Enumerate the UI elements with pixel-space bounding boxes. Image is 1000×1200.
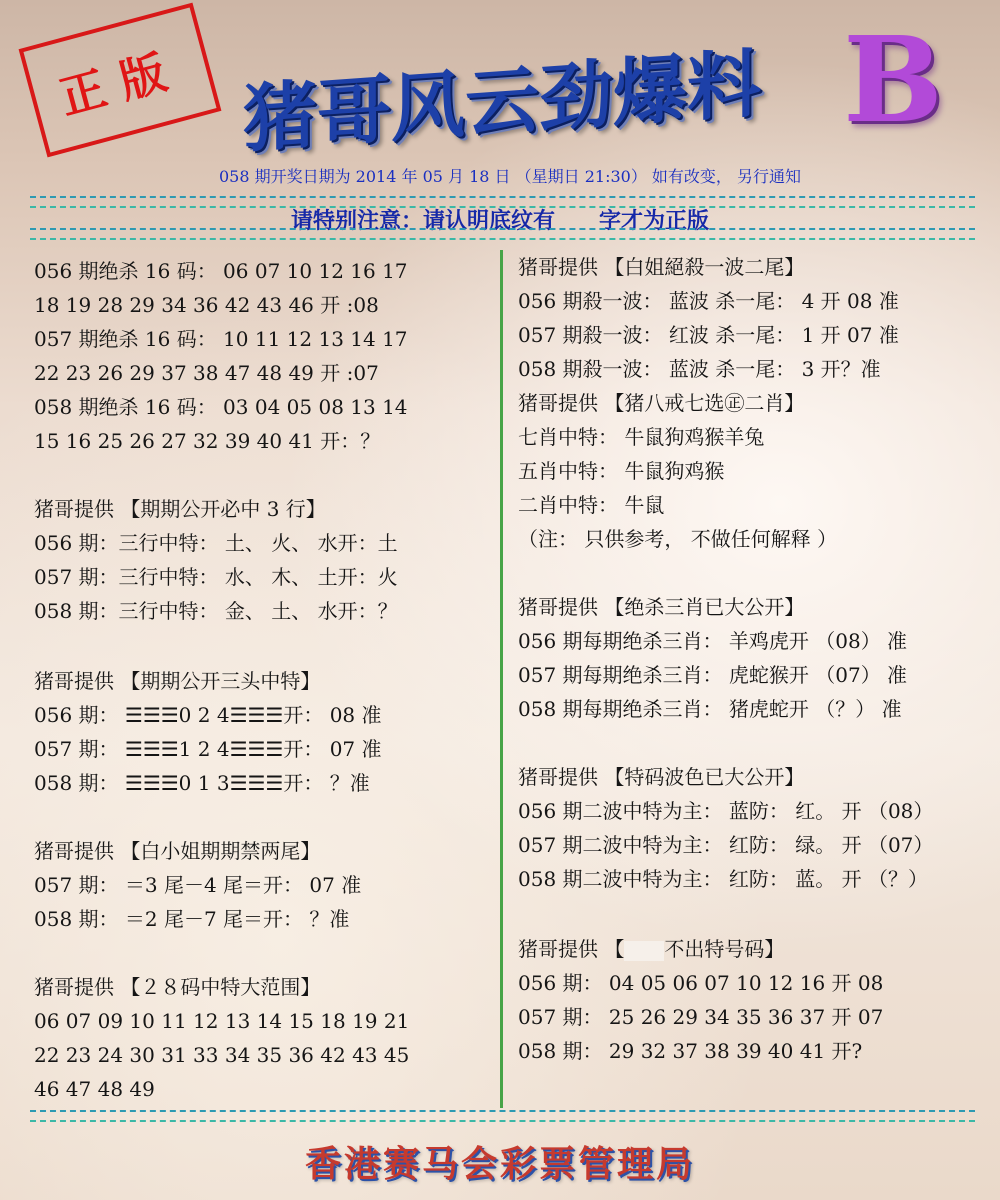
section-title: 猪哥提供 【白小姐期期禁两尾】 (34, 839, 321, 863)
section-title: 猪哥提供 【绝杀三肖已大公开】 (518, 595, 805, 619)
section-title-prefix: 猪哥提供 【 (518, 937, 625, 961)
draw-date-info: 058 期开奖日期为 2014 年 05 月 18 日 （星期日 21:30） 如有改变， 另行通知 (218, 167, 802, 186)
three-rows-section (34, 492, 492, 628)
section-line: 七肖中特： 牛鼠狗鸡猴羊兔 (518, 425, 765, 449)
stamp-text: 正版 (53, 40, 188, 126)
page-title: 猪哥风云劲爆料 (243, 40, 761, 164)
section-line: 058 期： 29 32 37 38 39 40 41 开? (518, 1039, 863, 1063)
two-tails-section (34, 834, 492, 936)
wave-divider-sub (30, 228, 975, 240)
section-line: 058 期： ＝2 尾－7 尾＝开： ？准 (34, 907, 350, 931)
section-line: 057 期： ☰☰☰1 2 4☰☰☰开： 07 准 (34, 737, 382, 761)
genuine-stamp (19, 3, 222, 158)
section-line: 056 期： ☰☰☰0 2 4☰☰☰开： 08 准 (34, 703, 382, 727)
section-line: 056 期二波中特为主： 蓝防： 红。 开 （08） (518, 799, 934, 823)
no-special-section (518, 932, 988, 1068)
kill16-section (34, 254, 492, 458)
section-title: 猪哥提供 【猪八戒七选㊣二肖】 (518, 391, 805, 415)
section-line: 46 47 48 49 (34, 1077, 155, 1101)
wave-color-section (518, 760, 988, 896)
section-line: 五肖中特： 牛鼠狗鸡猴 (518, 459, 725, 483)
section-title: 猪哥提供 【２８码中特大范围】 (34, 975, 321, 999)
section-line: 057 期：三行中特： 水、 木、 土开：火 (34, 565, 398, 589)
section-line: 二肖中特： 牛鼠 (518, 493, 665, 517)
kill16-line: 15 16 25 26 27 32 39 40 41 开：？ (34, 429, 381, 453)
section-line: 058 期每期绝杀三肖： 猪虎蛇开 （？） 准 (518, 697, 902, 721)
blank-box (624, 941, 664, 961)
kill16-line: 057 期绝杀 16 码： 10 11 12 13 14 17 (34, 327, 408, 351)
wave-tail-section (518, 250, 988, 386)
section-line: 058 期二波中特为主： 红防： 蓝。 开 （？） (518, 867, 928, 891)
section-title (518, 932, 988, 966)
section-title: 猪哥提供 【特码波色已大公开】 (518, 765, 805, 789)
section-title: 猪哥提供 【期期公开三头中特】 (34, 669, 321, 693)
section-line: 056 期每期绝杀三肖： 羊鸡虎开 （08） 准 (518, 629, 908, 653)
kill16-line: 056 期绝杀 16 码： 06 07 10 12 16 17 (34, 259, 408, 283)
section-title: 猪哥提供 【期期公开必中 3 行】 (34, 497, 326, 521)
zodiac-section (518, 386, 988, 556)
section-line: 057 期每期绝杀三肖： 虎蛇猴开 （07） 准 (518, 663, 908, 687)
section-line: 058 期： ☰☰☰0 1 3☰☰☰开： ？准 (34, 771, 370, 795)
edition-letter: B (843, 10, 943, 149)
section-line: 056 期：三行中特： 土、 火、 水开：土 (34, 531, 398, 555)
section-title-suffix: 不出特号码】 (664, 937, 785, 961)
section-line: 057 期二波中特为主： 红防： 绿。 开 （07） (518, 833, 934, 857)
kill16-line: 18 19 28 29 34 36 42 43 46 开 :08 (34, 293, 379, 317)
column-divider (500, 250, 503, 1108)
kill16-line: 22 23 26 29 37 38 47 48 49 开 :07 (34, 361, 379, 385)
footer-issuer: 香港赛马会彩票管理局 (304, 1144, 695, 1185)
section-line: 058 期：三行中特： 金、 土、 水开：？ (34, 599, 398, 623)
authenticity-notice: 请特别注意：请认明底纹有 字才为正版 (290, 209, 709, 234)
section-line: 057 期： ＝3 尾－4 尾＝开： 07 准 (34, 873, 362, 897)
section-line: 057 期殺一波： 红波 杀一尾： 1 开 07 准 (518, 323, 899, 347)
kill3-section (518, 590, 988, 726)
section-line: 057 期： 25 26 29 34 35 36 37 开 07 (518, 1005, 884, 1029)
kill16-line: 058 期绝杀 16 码： 03 04 05 08 13 14 (34, 395, 408, 419)
section-line: 058 期殺一波： 蓝波 杀一尾： 3 开？准 (518, 357, 881, 381)
range28-section (34, 970, 492, 1106)
section-line: 22 23 24 30 31 33 34 35 36 42 43 45 (34, 1043, 410, 1067)
wave-divider-bottom (30, 1110, 975, 1122)
section-line: 056 期： 04 05 06 07 10 12 16 开 08 (518, 971, 884, 995)
section-line: 056 期殺一波： 蓝波 杀一尾： 4 开 08 准 (518, 289, 899, 313)
three-heads-section (34, 664, 492, 800)
section-note: （注： 只供参考， 不做任何解释 ） (518, 527, 838, 551)
section-title: 猪哥提供 【白姐絕殺一波二尾】 (518, 255, 805, 279)
section-line: 06 07 09 10 11 12 13 14 15 18 19 21 (34, 1009, 410, 1033)
